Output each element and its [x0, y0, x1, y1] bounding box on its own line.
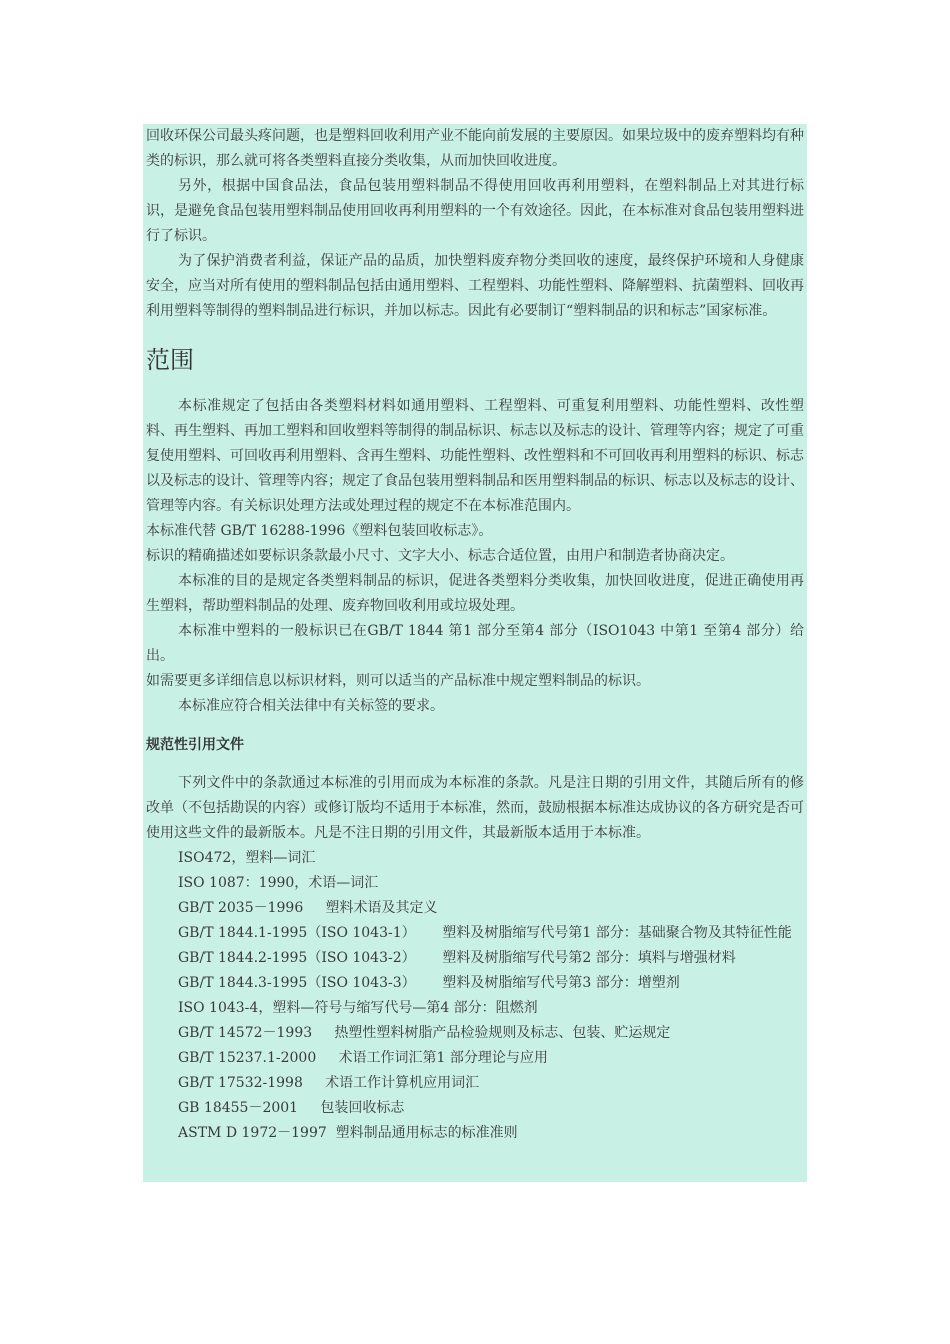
intro-paragraph: 回收环保公司最头疼问题，也是塑料回收利用产业不能向前发展的主要原因。如果垃圾中的废弃塑料均有种类的标识，那么就可将各类塑料直接分类收集，从而加快回收进度。 — [146, 128, 804, 169]
reference-item: GB/T 2035－1996 塑料术语及其定义 — [178, 900, 438, 916]
scope-paragraph: 本标准规定了包括由各类塑料材料如通用塑料、工程塑料、可重复利用塑料、功能性塑料、改性塑料、再生塑料、再加工塑料和回收塑料等制得的制品标识、标志以及标志的设计、管理等内容；规定了可重复使用塑料、可回收再利用塑料、含再生塑料、功能性塑料、改性塑料和不可回收再利用塑料的标识、标志以及标志的设计、管理等内容；规定了食品包装用塑料制品和医用塑料制品的标识、标志以及标志的设计、管理等内容。有关标识处理方法或处理过程的规定不在本标准范围内。 — [146, 398, 804, 514]
reference-item: GB/T 1844.1-1995（ISO 1043-1） 塑料及树脂缩写代号第1 部分：基础聚合物及其特征性能 — [178, 925, 792, 941]
reference-item: GB 18455－2001 包装回收标志 — [178, 1100, 405, 1116]
intro-paragraph: 另外，根据中国食品法，食品包装用塑料制品不得使用回收再利用塑料，在塑料制品上对其进行标识，是避免食品包装用塑料制品使用回收再利用塑料的一个有效途径。因此，在本标准对食品包装用塑料进行了标识。 — [146, 178, 804, 244]
reference-item: GB/T 1844.3-1995（ISO 1043-3） 塑料及树脂缩写代号第3 部分：增塑剂 — [178, 975, 680, 991]
reference-item: ISO472，塑料—词汇 — [178, 850, 316, 866]
normative-intro-paragraph: 下列文件中的条款通过本标准的引用而成为本标准的条款。凡是注日期的引用文件，其随后所有的修改单（不包括勘误的内容）或修订版均不适用于本标准，然而，鼓励根据本标准达成协议的各方研究是否可使用这些文件的最新版本。凡是不注日期的引用文件，其最新版本适用于本标准。 — [146, 775, 804, 841]
scope-paragraph: 如需要更多详细信息以标识材料，则可以适当的产品标准中规定塑料制品的标识。 — [146, 673, 650, 689]
scope-paragraph: 本标准应符合相关法律中有关标签的要求。 — [178, 698, 444, 714]
section-heading-scope: 范围 — [146, 346, 194, 374]
intro-paragraph: 为了保护消费者利益，保证产品的品质，加快塑料废弃物分类回收的速度，最终保护环境和人身健康安全，应当对所有使用的塑料制品包括由通用塑料、工程塑料、功能性塑料、降解塑料、抗菌塑料、回收再利用塑料等制得的塑料制品进行标识，并加以标志。因此有必要制订“塑料制品的识和标志”国家标准。 — [146, 253, 804, 319]
reference-item: GB/T 15237.1-2000 术语工作词汇第1 部分理论与应用 — [178, 1050, 548, 1066]
reference-item: GB/T 1844.2-1995（ISO 1043-2） 塑料及树脂缩写代号第2 部分：填料与增强材料 — [178, 950, 736, 966]
reference-item: ISO 1087：1990，术语—词汇 — [178, 875, 379, 891]
reference-item: GB/T 14572－1993 热塑性塑料树脂产品检验规则及标志、包装、贮运规定 — [178, 1025, 671, 1041]
scope-paragraph: 本标准代替 GB/T 16288-1996《塑料包装回收标志》。 — [146, 523, 493, 539]
reference-item: GB/T 17532-1998 术语工作计算机应用词汇 — [178, 1075, 480, 1091]
reference-item: ISO 1043-4，塑料—符号与缩写代号—第4 部分：阻燃剂 — [178, 1000, 538, 1016]
document-content — [143, 124, 807, 1182]
section-heading-normative-references: 规范性引用文件 — [146, 737, 244, 753]
scope-paragraph: 本标准的目的是规定各类塑料制品的标识，促进各类塑料分类收集，加快回收进度，促进正确使用再生塑料，帮助塑料制品的处理、废弃物回收利用或垃圾处理。 — [146, 573, 804, 614]
scope-paragraph: 本标准中塑料的一般标识已在GB/T 1844 第1 部分至第4 部分（ISO1043 中第1 至第4 部分）给出。 — [146, 623, 804, 664]
scope-paragraph: 标识的精确描述如要标识条款最小尺寸、文字大小、标志合适位置，由用户和制造者协商决定。 — [146, 548, 734, 564]
reference-list — [146, 846, 804, 1146]
reference-item: ASTM D 1972－1997 塑料制品通用标志的标准准则 — [178, 1125, 518, 1141]
